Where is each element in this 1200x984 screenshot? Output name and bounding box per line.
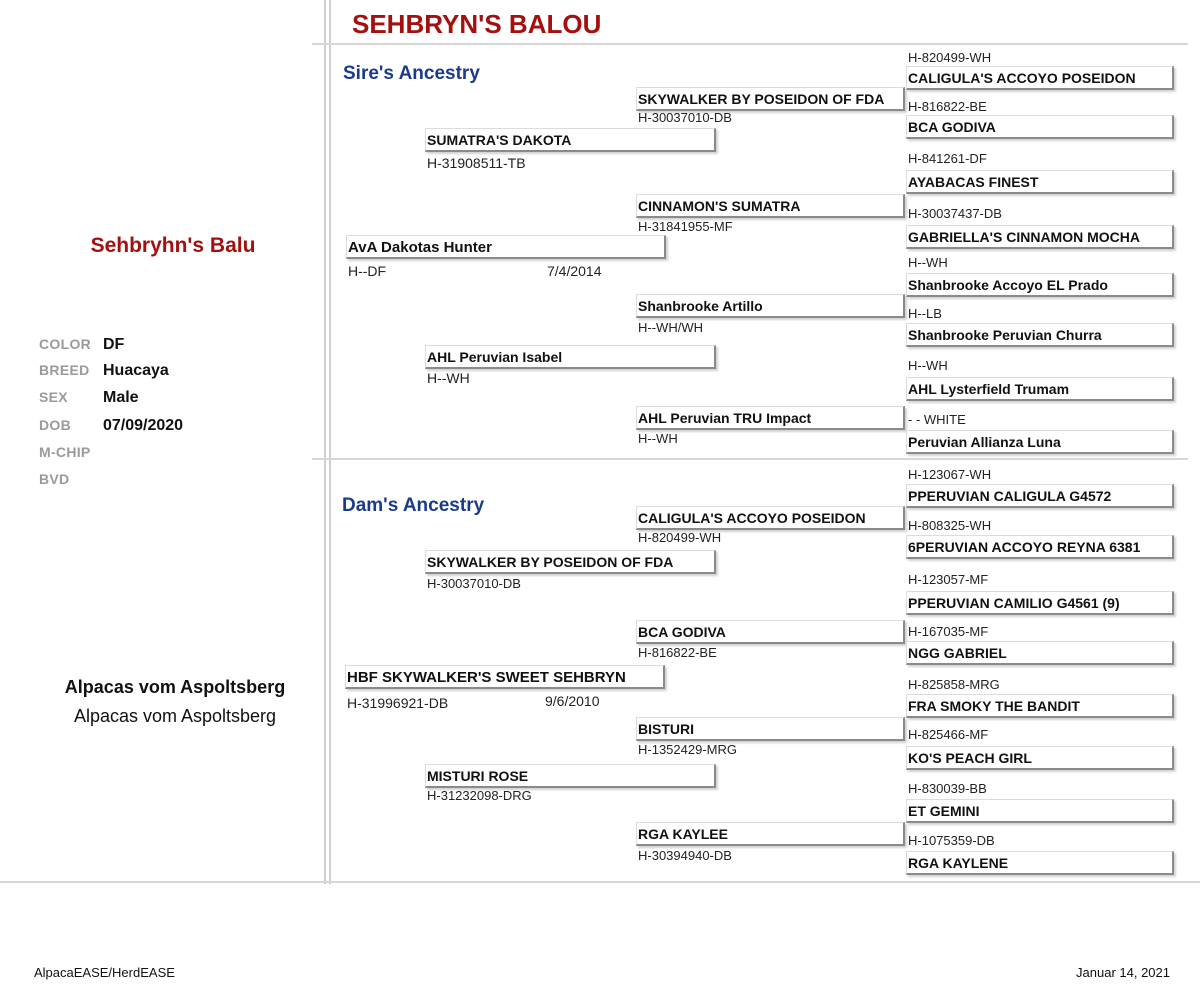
sire-gggp-reg: - - WHITE bbox=[908, 412, 966, 427]
sire-ggp-reg: H-31841955-MF bbox=[638, 219, 733, 234]
page-title: SEHBRYN'S BALOU bbox=[352, 9, 602, 39]
sire-ggp-box: SKYWALKER BY POSEIDON OF FDA bbox=[636, 87, 905, 111]
dam-gggp-box: ET GEMINI bbox=[906, 799, 1174, 823]
dam-ggp-box: RGA KAYLEE bbox=[636, 822, 905, 846]
sire-gggp-reg: H-816822-BE bbox=[908, 99, 987, 114]
sire-parent-reg: H--DF bbox=[348, 263, 387, 279]
dam-gp1-reg: H-30037010-DB bbox=[427, 576, 521, 591]
dam-ggp-box: CALIGULA'S ACCOYO POSEIDON bbox=[636, 506, 905, 530]
info-value-dob: 07/09/2020 bbox=[103, 417, 184, 434]
dam-gggp-box: NGG GABRIEL bbox=[906, 641, 1174, 665]
info-label-sex: SEX bbox=[39, 389, 68, 405]
dam-gp2-box: MISTURI ROSE bbox=[425, 764, 716, 788]
dam-gggp-reg: H-830039-BB bbox=[908, 781, 987, 796]
dam-ggp-box: BISTURI bbox=[636, 717, 905, 741]
dam-gggp-reg: H-167035-MF bbox=[908, 624, 989, 639]
sire-ggp-reg: H--WH/WH bbox=[638, 320, 703, 335]
dam-heading: Dam's Ancestry bbox=[342, 495, 485, 516]
sire-heading: Sire's Ancestry bbox=[343, 63, 480, 84]
info-value-color: DF bbox=[103, 336, 125, 353]
divider-title bbox=[312, 43, 1188, 45]
divider-bottom bbox=[0, 881, 1200, 883]
sire-ggp-reg: H-30037010-DB bbox=[638, 110, 732, 125]
sire-gggp-box: BCA GODIVA bbox=[906, 115, 1174, 139]
info-value-sex: Male bbox=[103, 389, 139, 406]
dam-ggp-box: BCA GODIVA bbox=[636, 620, 905, 644]
sire-gggp-box: AHL Lysterfield Trumam bbox=[906, 377, 1174, 401]
sire-ggp-box: AHL Peruvian TRU Impact bbox=[636, 406, 905, 430]
dam-gggp-reg: H-123067-WH bbox=[908, 467, 992, 482]
dam-gggp-reg: H-825466-MF bbox=[908, 727, 989, 742]
dam-gggp-box: RGA KAYLENE bbox=[906, 851, 1174, 875]
dam-parent-box: HBF SKYWALKER'S SWEET SEHBRYN bbox=[345, 665, 665, 689]
sire-gp2-box: AHL Peruvian Isabel bbox=[425, 345, 716, 369]
divider-sire-dam bbox=[312, 458, 1188, 460]
divider-vertical-1 bbox=[324, 0, 326, 884]
info-label-bvd: BVD bbox=[39, 471, 70, 487]
sire-parent-box: AvA Dakotas Hunter bbox=[346, 235, 666, 259]
dam-gggp-box: KO'S PEACH GIRL bbox=[906, 746, 1174, 770]
dam-gggp-box: 6PERUVIAN ACCOYO REYNA 6381 bbox=[906, 535, 1174, 559]
sire-gggp-box: Shanbrooke Accoyo EL Prado bbox=[906, 273, 1174, 297]
divider-vertical-2 bbox=[329, 0, 331, 884]
footer-date: Januar 14, 2021 bbox=[1076, 965, 1170, 980]
dam-gggp-reg: H-825858-MRG bbox=[908, 677, 1000, 692]
owner-name: Alpacas vom Aspoltsberg bbox=[64, 677, 286, 697]
sire-ggp-box: Shanbrooke Artillo bbox=[636, 294, 905, 318]
sire-ggp-box: CINNAMON'S SUMATRA bbox=[636, 194, 905, 218]
info-label-dob: DOB bbox=[39, 417, 72, 433]
sire-gggp-box: GABRIELLA'S CINNAMON MOCHA bbox=[906, 225, 1174, 249]
sire-gggp-reg: H--WH bbox=[908, 255, 948, 270]
info-label-mchip: M-CHIP bbox=[39, 444, 91, 460]
sire-gp1-box: SUMATRA'S DAKOTA bbox=[425, 128, 716, 152]
info-label-color: COLOR bbox=[39, 336, 92, 352]
sire-gggp-reg: H-30037437-DB bbox=[908, 206, 1002, 221]
sire-gp1-reg: H-31908511-TB bbox=[427, 155, 526, 171]
footer-software: AlpacaEASE/HerdEASE bbox=[34, 965, 175, 980]
sire-gggp-box: Peruvian Allianza Luna bbox=[906, 430, 1174, 454]
dam-parent-date: 9/6/2010 bbox=[545, 693, 600, 709]
sire-ggp-reg: H--WH bbox=[638, 431, 678, 446]
sire-gggp-reg: H-820499-WH bbox=[908, 50, 992, 65]
sire-gp2-reg: H--WH bbox=[427, 370, 470, 386]
info-value-breed: Huacaya bbox=[103, 362, 169, 379]
dam-ggp-reg: H-816822-BE bbox=[638, 645, 717, 660]
dam-gggp-box: PPERUVIAN CALIGULA G4572 bbox=[906, 484, 1174, 508]
animal-name: Sehbryhn's Balu bbox=[90, 234, 256, 257]
dam-ggp-reg: H-30394940-DB bbox=[638, 848, 732, 863]
dam-gp1-box: SKYWALKER BY POSEIDON OF FDA bbox=[425, 550, 716, 574]
dam-gggp-box: FRA SMOKY THE BANDIT bbox=[906, 694, 1174, 718]
sire-parent-date: 7/4/2014 bbox=[547, 263, 602, 279]
dam-parent-reg: H-31996921-DB bbox=[347, 695, 449, 711]
dam-gggp-reg: H-808325-WH bbox=[908, 518, 992, 533]
sire-gggp-box: AYABACAS FINEST bbox=[906, 170, 1174, 194]
dam-ggp-reg: H-820499-WH bbox=[638, 530, 722, 545]
sire-gggp-reg: H--WH bbox=[908, 358, 948, 373]
sire-gggp-box: CALIGULA'S ACCOYO POSEIDON bbox=[906, 66, 1174, 90]
owner-farm: Alpacas vom Aspoltsberg bbox=[73, 706, 277, 726]
dam-ggp-reg: H-1352429-MRG bbox=[638, 742, 737, 757]
dam-gggp-box: PPERUVIAN CAMILIO G4561 (9) bbox=[906, 591, 1174, 615]
info-label-breed: BREED bbox=[39, 362, 90, 378]
sire-gggp-reg: H--LB bbox=[908, 306, 942, 321]
sire-gggp-box: Shanbrooke Peruvian Churra bbox=[906, 323, 1174, 347]
dam-gggp-reg: H-123057-MF bbox=[908, 572, 989, 587]
dam-gp2-reg: H-31232098-DRG bbox=[427, 788, 532, 803]
sire-gggp-reg: H-841261-DF bbox=[908, 151, 987, 166]
dam-gggp-reg: H-1075359-DB bbox=[908, 833, 995, 848]
